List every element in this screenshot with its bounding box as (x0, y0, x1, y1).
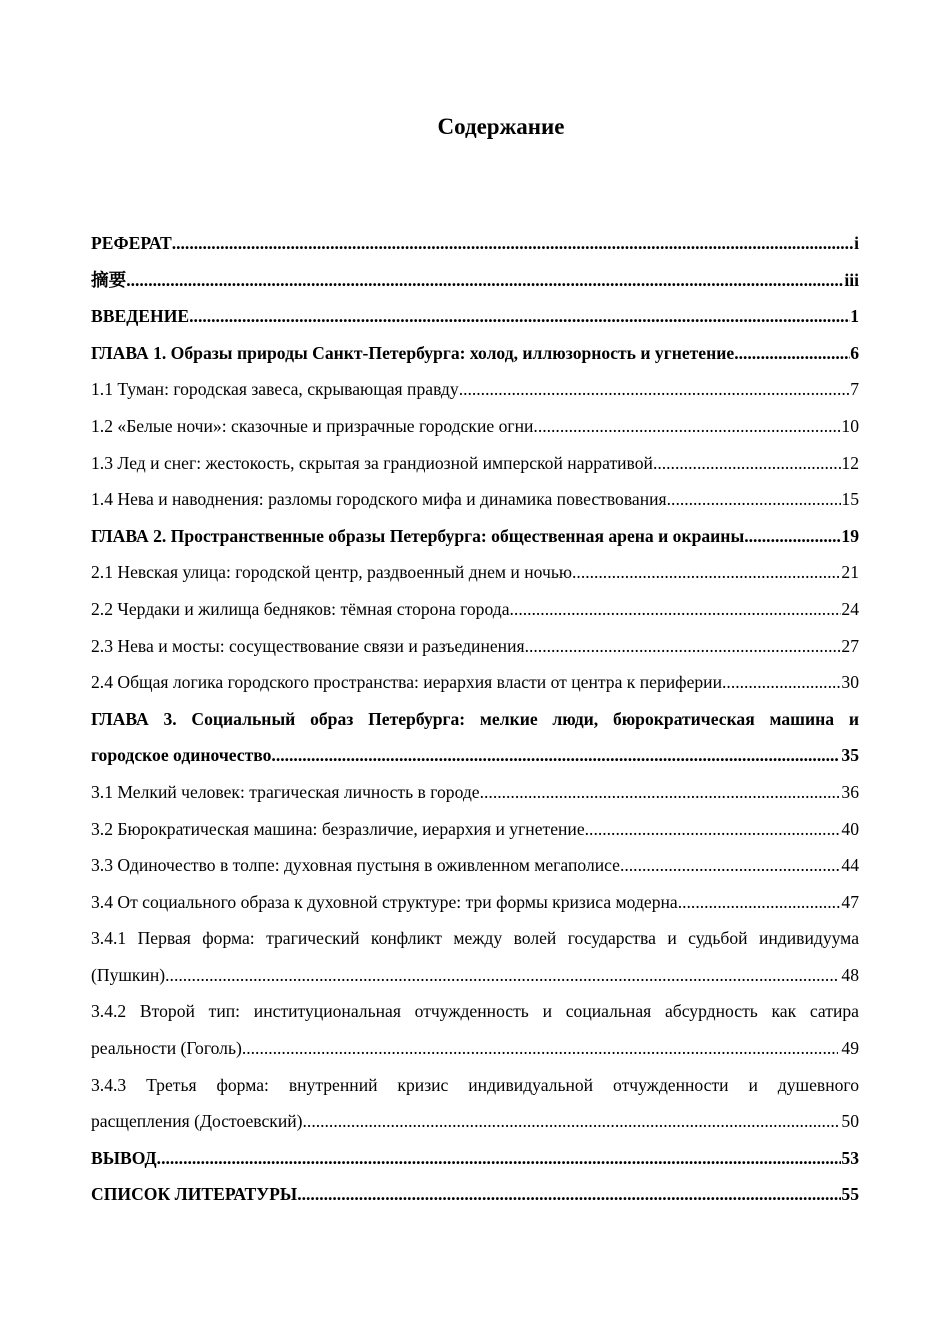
toc-leader-dots (667, 481, 842, 518)
toc-entry-text: 3.3 Одиночество в толпе: духовная пустыня в оживленном мегаполисе (91, 855, 620, 876)
toc-entry-text: СПИСОК ЛИТЕРАТУРЫ (91, 1184, 298, 1205)
toc-entry-text: 1.4 Нева и наводнения: разломы городского мифа и динамика повествования (91, 489, 667, 510)
toc-entry-section-3-3[interactable] (91, 847, 859, 884)
toc-page-number: 48 (841, 964, 859, 985)
toc-entry-text: 3.4 От социального образа к духовной структуре: три формы кризиса модерна (91, 891, 678, 912)
toc-leader-dots (459, 371, 851, 408)
toc-entry-chapter-1[interactable] (91, 335, 859, 372)
toc-leader-dots (172, 225, 854, 262)
toc-page-number: 30 (841, 672, 859, 693)
toc-leader-dots (480, 774, 842, 811)
toc-page-number: 7 (850, 379, 859, 400)
toc-page-number: 1 (850, 306, 859, 327)
toc-entry-text-line-1: 3.4.3 Третья форма: внутренний кризис индивидуальной отчужденности и душевного (91, 1074, 859, 1095)
toc-page-number: 24 (841, 598, 859, 619)
toc-entry-section-1-2[interactable] (91, 408, 859, 445)
toc-page-number: 12 (841, 452, 859, 473)
toc-leader-dots (297, 1176, 841, 1213)
toc-leader-dots (678, 884, 842, 921)
toc-entry-text: 2.4 Общая логика городского пространства: иерархия власти от центра к периферии (91, 672, 723, 693)
toc-page-number: 47 (841, 891, 859, 912)
toc-leader-dots (165, 957, 838, 994)
toc-page-number: 40 (841, 818, 859, 839)
toc-entry-section-2-2[interactable] (91, 591, 859, 628)
toc-leader-dots (585, 811, 842, 848)
toc-page-number: 21 (841, 562, 859, 583)
toc-entry-text: РЕФЕРАТ (91, 233, 172, 253)
toc-entry-abstract-chinese[interactable] (91, 262, 859, 299)
toc-entry-text: 摘要 (91, 270, 127, 291)
toc-entry-section-3-1[interactable] (91, 774, 859, 811)
toc-entry-text-line-2: реальности (Гоголь) (91, 1038, 242, 1059)
toc-entry-text: ГЛАВА 1. Образы природы Санкт-Петербурга: холод, иллюзорность и угнетение (91, 342, 735, 363)
toc-leader-dots (722, 664, 841, 701)
toc-leader-dots (157, 1140, 842, 1177)
toc-entry-text-line-1: 3.4.2 Второй тип: институциональная отчужденность и социальная абсурдность как сатира (91, 1001, 859, 1022)
toc-leader-dots (126, 262, 844, 299)
toc-leader-dots (734, 335, 850, 372)
toc-entry-text-line-2: городское одиночество (91, 745, 272, 766)
toc-entry-section-3-4-1[interactable] (91, 920, 859, 993)
toc-page-number: 55 (841, 1184, 859, 1205)
toc-entry-text: 2.1 Невская улица: городской центр, раздвоенный днем и ночью (91, 562, 573, 583)
toc-entry-text: 2.3 Нева и мосты: сосуществование связи и разъединения (91, 635, 525, 656)
toc-entry-text: 3.2 Бюрократическая машина: безразличие, иерархия и угнетение (91, 818, 585, 839)
toc-entry-section-3-4[interactable] (91, 884, 859, 921)
toc-entry-references[interactable] (91, 1176, 859, 1213)
toc-entry-section-3-4-3[interactable] (91, 1067, 859, 1140)
toc-entry-introduction[interactable] (91, 298, 859, 335)
toc-entry-text: 2.2 Чердаки и жилища бедняков: тёмная сторона города (91, 598, 510, 619)
toc-page-number: 50 (841, 1111, 859, 1132)
toc-leader-dots (510, 591, 842, 628)
toc-entry-section-3-2[interactable] (91, 811, 859, 848)
toc-page-number: i (854, 233, 859, 253)
toc-entry-text-line-1: ГЛАВА 3. Социальный образ Петербурга: мелкие люди, бюрократическая машина и (91, 708, 859, 729)
toc-entry-chapter-2[interactable] (91, 518, 859, 555)
toc-leader-dots (744, 518, 841, 555)
toc-page-number: 49 (841, 1038, 859, 1059)
toc-entry-chapter-3[interactable] (91, 701, 859, 774)
toc-entry-section-3-4-2[interactable] (91, 993, 859, 1066)
toc-page-number: iii (844, 269, 859, 290)
toc-entry-section-1-1[interactable] (91, 371, 859, 408)
toc-entry-text: 1.2 «Белые ночи»: сказочные и призрачные городские огни (91, 415, 534, 436)
toc-entry-section-1-4[interactable] (91, 481, 859, 518)
toc-page-number: 10 (841, 415, 859, 436)
toc-page-number: 35 (841, 745, 859, 766)
toc-entry-conclusion[interactable] (91, 1140, 859, 1177)
toc-entry-text-line-2: (Пушкин) (91, 964, 166, 985)
toc-entry-text: 3.1 Мелкий человек: трагическая личность в городе (91, 781, 480, 802)
toc-page-number: 36 (841, 781, 859, 802)
toc-leader-dots (189, 298, 850, 335)
toc-page-number: 19 (841, 525, 859, 546)
toc-leader-dots (533, 408, 841, 445)
toc-entry-section-2-3[interactable] (91, 628, 859, 665)
toc-entry-section-2-1[interactable] (91, 554, 859, 591)
toc-entry-section-1-3[interactable] (91, 445, 859, 482)
toc-leader-dots (242, 1030, 839, 1067)
toc-entry-text: 1.1 Туман: городская завеса, скрывающая правду (91, 379, 459, 400)
toc-page-number: 53 (841, 1147, 859, 1168)
table-of-contents (91, 225, 859, 1213)
toc-page-number: 27 (841, 635, 859, 656)
toc-title: Содержание (437, 114, 565, 139)
toc-page-number: 15 (841, 489, 859, 510)
toc-entry-text-line-2: расщепления (Достоевский) (91, 1111, 303, 1132)
toc-leader-dots (620, 847, 841, 884)
toc-entry-text: ГЛАВА 2. Пространственные образы Петербурга: общественная арена и окраины (91, 525, 745, 546)
toc-entry-section-2-4[interactable] (91, 664, 859, 701)
toc-leader-dots (303, 1103, 839, 1140)
toc-page-number: 44 (841, 855, 859, 876)
toc-page-number: 6 (850, 342, 859, 363)
toc-entry-text: 1.3 Лед и снег: жестокость, скрытая за грандиозной имперской нарративой (91, 452, 653, 473)
toc-leader-dots (525, 628, 842, 665)
toc-leader-dots (271, 737, 838, 774)
toc-entry-text: ВВЕДЕНИЕ (91, 306, 190, 327)
toc-entry-abstract[interactable] (91, 225, 859, 262)
toc-entry-text-line-1: 3.4.1 Первая форма: трагический конфликт между волей государства и судьбой индивидуума (91, 928, 859, 949)
toc-entry-text: ВЫВОД (91, 1147, 157, 1168)
toc-leader-dots (572, 554, 841, 591)
toc-leader-dots (653, 445, 841, 482)
